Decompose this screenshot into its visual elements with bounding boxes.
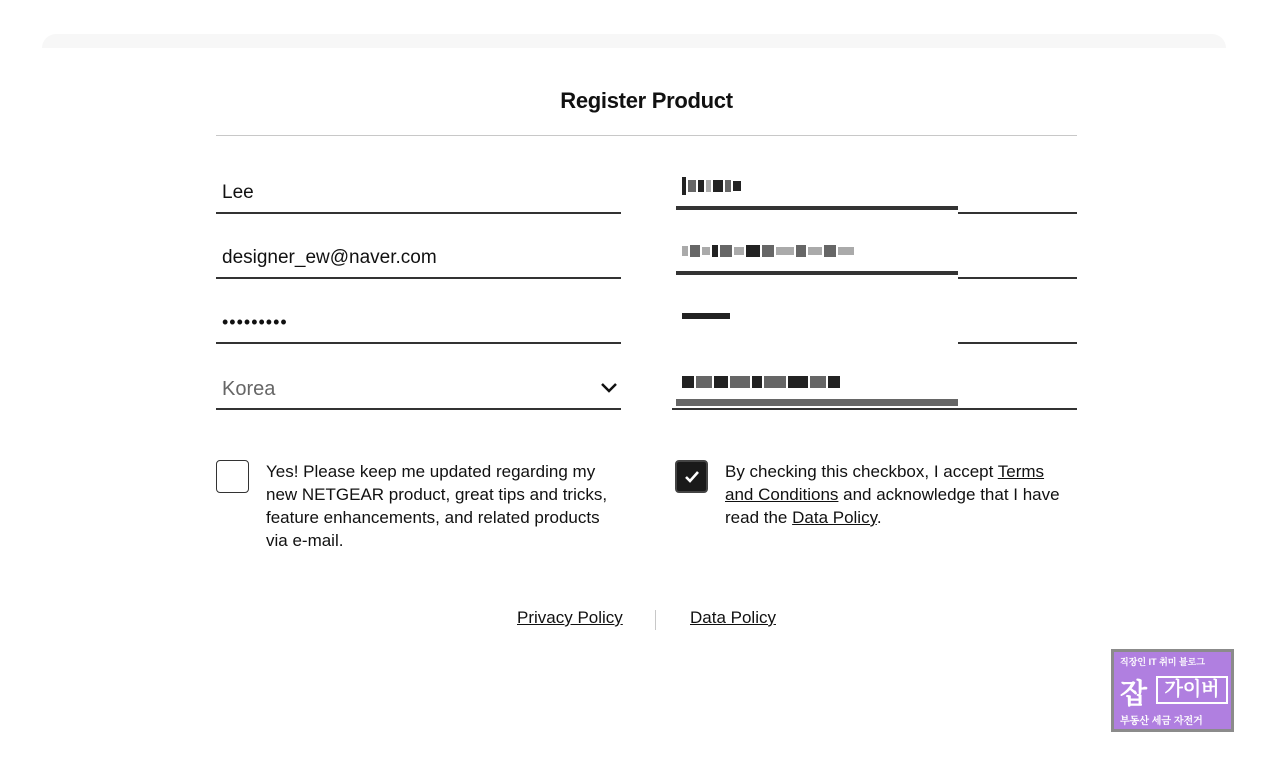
blog-watermark-logo bbox=[1111, 649, 1234, 732]
top-bar bbox=[42, 34, 1226, 48]
last-name-field[interactable] bbox=[216, 170, 621, 214]
chevron-down-icon bbox=[599, 380, 619, 396]
page-title: Register Product bbox=[560, 88, 733, 113]
terms-prefix-text: By checking this checkbox, I accept bbox=[725, 462, 998, 481]
data-policy-inline-link[interactable]: Data Policy bbox=[792, 508, 877, 527]
title-divider bbox=[216, 135, 1077, 136]
terms-middle-text: and acknowledge that I have read the bbox=[725, 485, 1060, 527]
privacy-policy-link[interactable]: Privacy Policy bbox=[517, 608, 623, 627]
checkmark-icon bbox=[684, 470, 700, 483]
password-field[interactable] bbox=[216, 300, 621, 344]
email-field[interactable] bbox=[216, 235, 621, 279]
watermark-top-text: 직장인 IT 취미 블로그 bbox=[1120, 657, 1206, 667]
terms-and-conditions-link[interactable]: Terms and Conditions bbox=[725, 462, 1045, 504]
confirm-email-field[interactable] bbox=[958, 235, 1077, 279]
watermark-bottom-text: 부동산 세금 자전거 bbox=[1120, 716, 1203, 727]
terms-suffix-text: . bbox=[876, 508, 882, 527]
blurred-confirm-password bbox=[672, 296, 958, 340]
watermark-big-text: 잡 bbox=[1120, 678, 1148, 709]
country-select[interactable] bbox=[216, 366, 621, 410]
footer-divider bbox=[655, 610, 656, 630]
password-value: ••••••••• bbox=[222, 312, 288, 332]
data-policy-link[interactable]: Data Policy bbox=[690, 608, 776, 627]
blurred-serial-number bbox=[672, 362, 958, 406]
blurred-confirm-email bbox=[672, 231, 958, 275]
terms-label bbox=[725, 460, 1070, 529]
terms-checkbox[interactable] bbox=[675, 460, 708, 493]
newsletter-checkbox[interactable] bbox=[216, 460, 249, 493]
country-value: Korea bbox=[222, 378, 276, 400]
blurred-first-name bbox=[672, 166, 958, 210]
last-name-value: Lee bbox=[222, 182, 254, 203]
watermark-box-text: 가이버 bbox=[1156, 676, 1228, 704]
newsletter-label: Yes! Please keep me updated regarding my new NETGEAR product, great tips and tricks, feature enhancements, and related products via e-mail. bbox=[266, 462, 608, 550]
email-value: designer_ew@naver.com bbox=[222, 247, 437, 268]
confirm-password-field[interactable] bbox=[958, 300, 1077, 344]
first-name-field[interactable] bbox=[958, 170, 1077, 214]
